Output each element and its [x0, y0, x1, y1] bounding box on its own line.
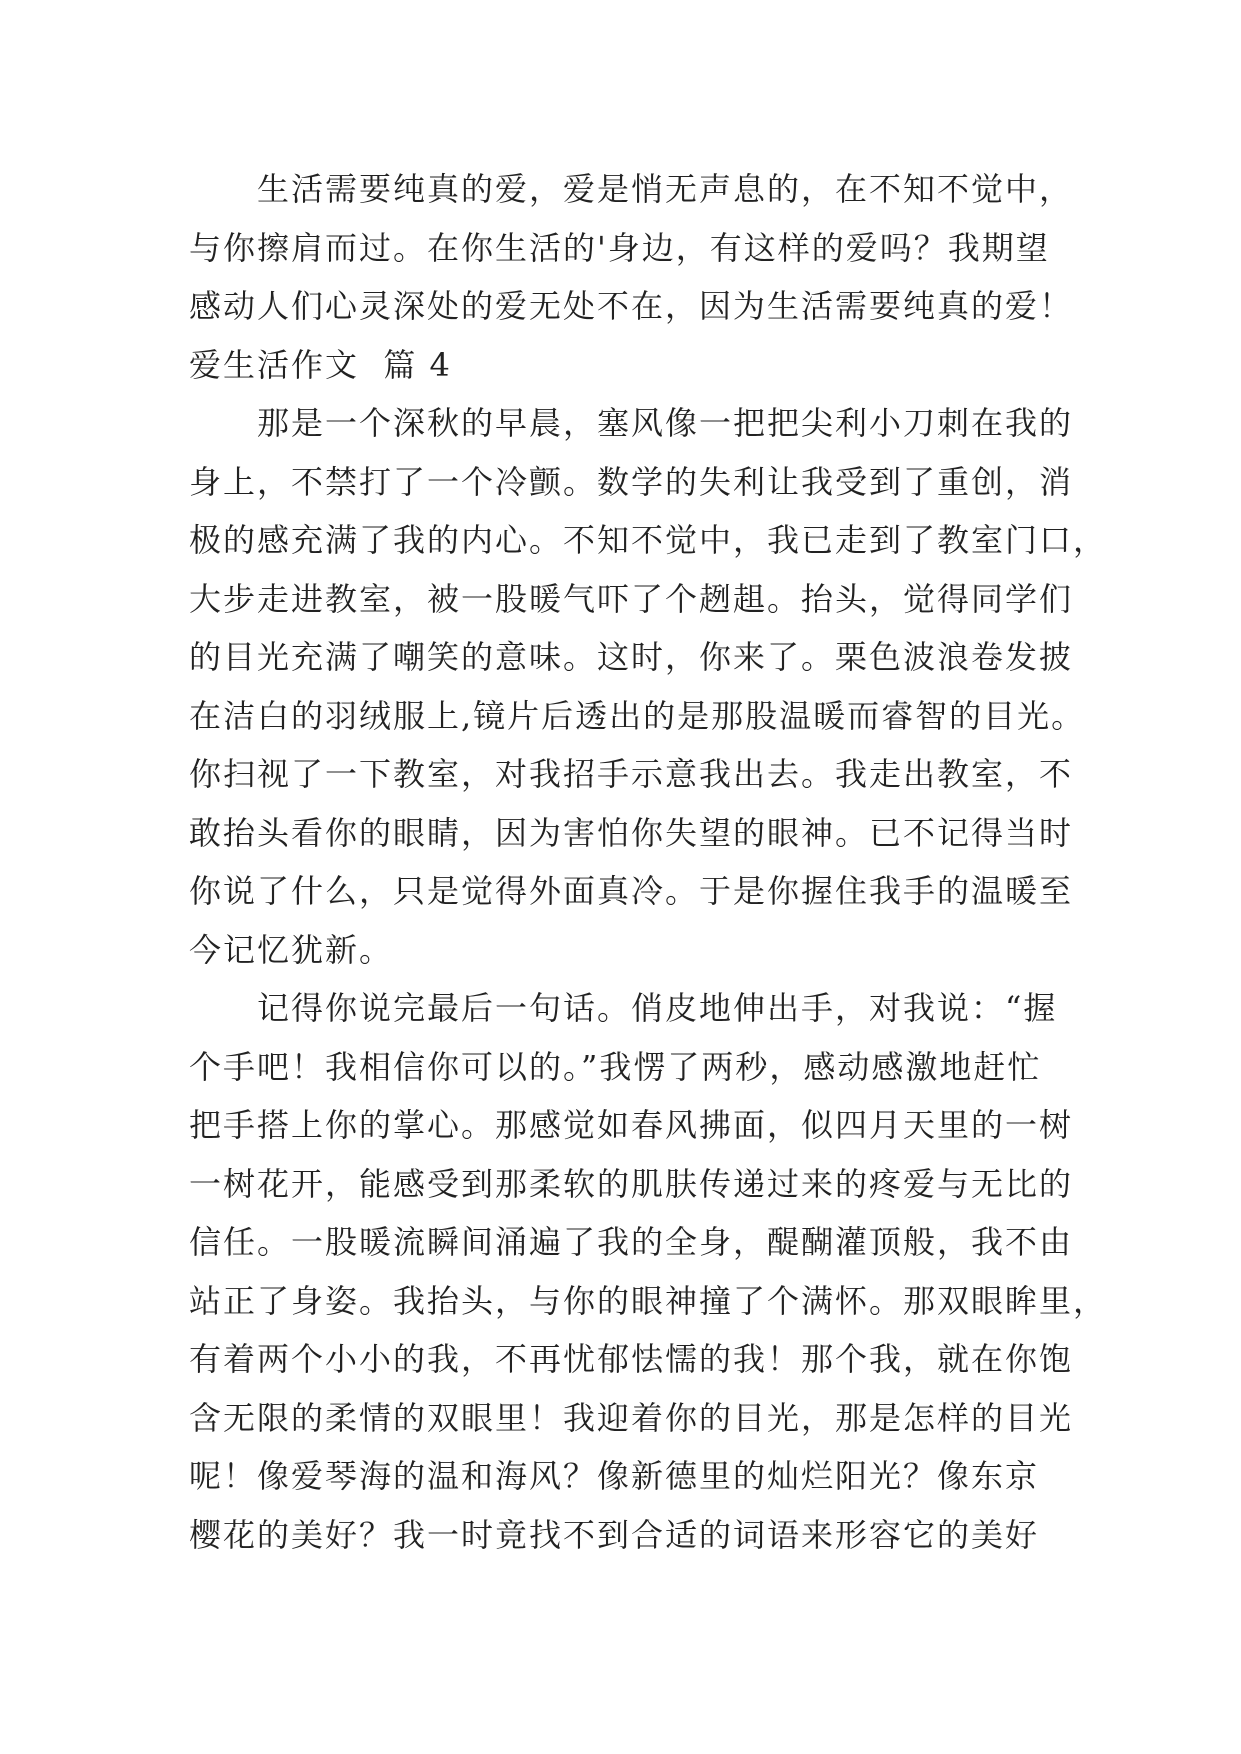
paragraph-line: 记得你说完最后一句话。俏皮地伸出手，对我说：“握 [257, 989, 1058, 1027]
paragraph-line: 在洁白的羽绒服上,镜片后透出的是那股温暖而睿智的目光。 [189, 696, 1086, 735]
paragraph-line: 极的感充满了我的内心。不知不觉中，我已走到了教室门口， [189, 521, 1108, 559]
paragraph-line: 与你擦肩而过。在你生活的'身边，有这样的爱吗？我期望 [189, 228, 1050, 267]
essay-body [189, 160, 1108, 1564]
paragraph-line: 大步走进教室，被一股暖气吓了个趔趄。抬头，觉得同学们 [189, 579, 1074, 618]
paragraph-line: 含无限的柔情的双眼里！我迎着你的目光，那是怎样的目光 [189, 1398, 1074, 1437]
paragraph-line: 一树花开，能感受到那柔软的肌肤传递过来的疼爱与无比的 [189, 1164, 1074, 1203]
section-heading: 爱生活作文 篇 4 [189, 345, 452, 384]
paragraph-line: 感动人们心灵深处的爱无处不在，因为生活需要纯真的爱！ [189, 287, 1074, 325]
paragraph-line: 敢抬头看你的眼睛，因为害怕你失望的眼神。已不记得当时 [189, 813, 1074, 852]
paragraph-line: 身上，不禁打了一个冷颤。数学的失利让我受到了重创，消 [189, 462, 1074, 501]
paragraph-line: 你说了什么，只是觉得外面真冷。于是你握住我手的温暖至 [189, 872, 1074, 910]
paragraph-line: 今记忆犹新。 [189, 930, 394, 969]
paragraph-line: 信任。一股暖流瞬间涌遍了我的全身，醍醐灌顶般，我不由 [189, 1223, 1074, 1261]
paragraph-line: 樱花的美好？我一时竟找不到合适的词语来形容它的美好 [189, 1515, 1040, 1554]
paragraph-line: 那是一个深秋的早晨，塞风像一把把尖利小刀刺在我的 [257, 404, 1074, 442]
paragraph-line: 站正了身姿。我抬头，与你的眼神撞了个满怀。那双眼眸里， [189, 1281, 1108, 1320]
paragraph-line: 呢！像爱琴海的温和海风？像新德里的灿烂阳光？像东京 [189, 1457, 1040, 1495]
paragraph-line: 你扫视了一下教室，对我招手示意我出去。我走出教室，不 [189, 755, 1074, 793]
paragraph-line: 生活需要纯真的爱，爱是悄无声息的，在不知不觉中， [257, 170, 1074, 208]
paragraph-line: 的目光充满了嘲笑的意味。这时，你来了。栗色波浪卷发披 [189, 638, 1074, 676]
paragraph-line: 把手搭上你的掌心。那感觉如春风拂面，似四月天里的一树 [189, 1106, 1074, 1144]
paragraph-line: 个手吧！我相信你可以的。”我愣了两秒，感动感激地赶忙 [189, 1047, 1042, 1086]
paragraph-line: 有着两个小小的我，不再忧郁怯懦的我！那个我，就在你饱 [189, 1340, 1074, 1378]
